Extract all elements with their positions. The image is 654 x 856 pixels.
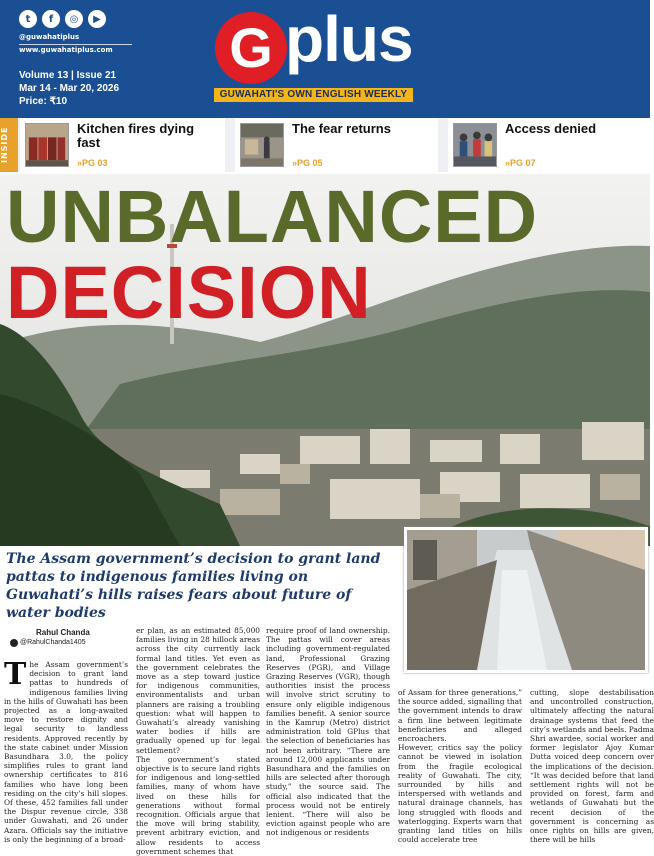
teaser-access-denied[interactable] xyxy=(448,118,650,172)
headline-line-1: UNBALANCED xyxy=(6,175,539,258)
hero-image xyxy=(0,174,650,546)
column-text: he Assam government’s decision to grant land pattas to hundreds of indigenous families living in the hills of Guwahati has been projected as a long-awaited move to restore dignity and legal security to landless residents. Approved recently by the state cabinet under Mission Basundhara 3.0, the policy simplifies rules to grant land ownership certificates to 816 families who have long been residing on the city’s hill slopes. Of these, 452 families fall under the Dispur revenue circle, 338 under Guwahati, and 26 under Azara. Officials say the initiative is only the beginning of a broad- xyxy=(4,660,128,844)
teaser-page: »PG 03 xyxy=(77,158,108,168)
issue-price: Price: ₹10 xyxy=(19,96,68,107)
water-channel-image xyxy=(407,530,645,670)
canal-photo xyxy=(404,527,648,673)
masthead xyxy=(0,0,650,118)
teaser-kitchen-fires[interactable] xyxy=(20,118,225,172)
teaser-page: »PG 05 xyxy=(292,158,323,168)
twitter-icon xyxy=(10,639,18,647)
inside-label: INSIDE xyxy=(0,118,18,172)
logo-g-mark: G xyxy=(215,12,287,84)
article-column-2: er plan, as an estimated 85,000 families living in 28 hillock areas across the city currently lack formal land titles. Yet even as the government celebrates the move as a step toward justice for indigenous communities, environmentalists and urban planners are raising a troubling question: what will happen to Guwahati’s already vanishing water bodies if hills are gradually opened up for legal settlement? The government’s stated objective is to secure land rights for indigenous and long-settled families, many of whom have lived on these hills for generations without formal recognition. Officials argue that the move will bring stability, prevent arbitrary eviction, and allow residents to access government schemes that xyxy=(136,626,260,856)
teaser-thumbnail xyxy=(240,123,284,167)
teaser-title: Access denied xyxy=(505,121,597,136)
logo-wordmark: plus xyxy=(285,3,413,75)
teaser-thumbnail xyxy=(25,123,69,167)
teaser-fear-returns[interactable] xyxy=(235,118,438,172)
volume-issue: Volume 13 | Issue 21 xyxy=(19,70,117,81)
teaser-title: Kitchen fires dying fast xyxy=(77,121,195,150)
article-column-4: of Assam for three generations,” the source added, signalling that the government intends to draw a firm line between legitimate beneficiaries and alleged encroachers. However, critics say the policy cannot be viewed in isolation from the fragile ecological reality of Guwahati. The city, surrounded by hills and interspersed with wetlands and natural drainage channels, has long struggled with floods and waterlogging. Experts warn that granting land titles on hills could accelerate tree xyxy=(398,688,522,845)
youtube-icon[interactable]: ▶ xyxy=(88,10,106,28)
article-column-3: require proof of land ownership. The pattas will cover areas including government-regulated land, Professional Grazing Reserves (PGR), and Village Grazing Reserves (VGR), though authorities insist the process will involve strict scrutiny to ensure only eligible indigenous families benefit. A senior source in the Kamrup (Metro) district administration told GPlus that the selection of beneficiaries has not been arbitrary. “There are around 12,000 applicants under Basundhara and the families on hills are selected after thorough study,” the source said. The official also indicated that the process would not be entirely lenient. “There will also be eviction against people who are not indigenous or residents xyxy=(266,626,390,838)
gplus-logo[interactable] xyxy=(215,3,420,86)
teaser-title: The fear returns xyxy=(292,121,391,136)
facebook-icon[interactable]: f xyxy=(42,10,60,28)
headline-line-2: DECISION xyxy=(6,251,372,334)
teaser-thumbnail xyxy=(453,123,497,167)
inside-strip xyxy=(0,118,650,172)
issue-info xyxy=(19,69,119,108)
teaser-page: »PG 07 xyxy=(505,158,536,168)
website-url[interactable]: www.guwahatiplus.com xyxy=(19,46,113,54)
issue-dates: Mar 14 - Mar 20, 2026 xyxy=(19,83,120,94)
article-column-1 xyxy=(4,657,128,844)
social-links xyxy=(19,10,106,28)
byline xyxy=(6,628,126,656)
instagram-icon[interactable]: ◎ xyxy=(65,10,83,28)
social-handle[interactable]: @guwahatiplus xyxy=(19,33,80,41)
tagline: GUWAHATI'S OWN ENGLISH WEEKLY xyxy=(214,88,413,102)
author-name: Rahul Chanda xyxy=(36,628,90,637)
divider xyxy=(19,44,132,45)
twitter-icon[interactable]: t xyxy=(19,10,37,28)
article-column-5: cutting, slope destabilisation and uncontrolled construction, ultimately affecting the natural drainage systems that feed the city’s wetlands and beels. Padma Shri awardee, social worker and former legislator Ajoy Kumar Dutta voiced deep concern over the implications of the decision. “It was decided before that land settlement rights will not be provided on forest, farm and wetlands of Guwahati but the recent decision of the government is concerning as once rights on hills are given, there will be hills xyxy=(530,688,654,845)
author-handle[interactable]: @RahulChanda1405 xyxy=(20,639,86,646)
article-deck: The Assam government’s decision to grant land pattas to indigenous families living on Guwahati’s hills raises fears about future of water bodies xyxy=(0,546,400,612)
drop-cap: T xyxy=(4,657,27,692)
